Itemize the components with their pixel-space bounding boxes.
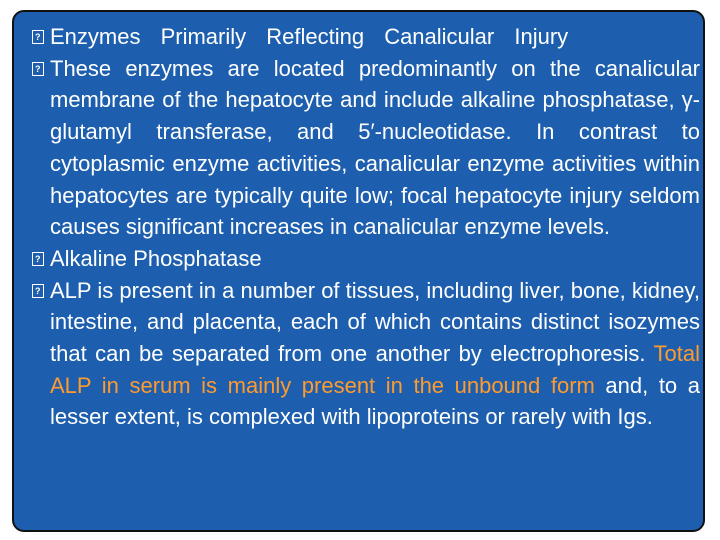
paragraph-alp-text-2: and, to a lesser extent, is complexed with lipoproteins or rarely with Igs.	[50, 372, 700, 430]
paragraph-alp	[32, 275, 700, 434]
heading-alkaline-phosphatase	[32, 243, 700, 275]
heading-canalicular-injury-text: Enzymes Primarily Reflecting Canalicular Injury	[50, 24, 569, 49]
bullet-icon	[32, 30, 44, 44]
bullet-icon	[32, 62, 44, 76]
paragraph-canalicular-enzymes	[32, 53, 700, 243]
heading-alkaline-phosphatase-text: Alkaline Phosphatase	[50, 245, 262, 271]
slide-content	[32, 21, 700, 433]
heading-canalicular-injury	[32, 21, 700, 53]
paragraph-alp-text-1: ALP is present in a number of tissues, including liver, bone, kidney, intestine, and placenta, each of which contains distinct isozymes that can be separated from one another by electrophoresis.	[50, 277, 700, 367]
paragraph-alp-highlight: Total ALP in serum is mainly present in the unbound form	[50, 341, 700, 398]
paragraph-canalicular-enzymes-text: These enzymes are located predominantly on the canalicular membrane of the hepatocyte and include alkaline phosphatase, γ-glutamyl transferase, and 5′-nucleotidase. In contrast to cytoplasmic enzyme activities, canalicular enzyme activities within hepatocytes are typically quite low; focal hepatocyte injury seldom causes significant increases in canalicular enzyme levels.	[50, 55, 700, 240]
slide-panel	[12, 10, 705, 532]
bullet-icon	[32, 284, 44, 298]
bullet-icon	[32, 252, 44, 266]
